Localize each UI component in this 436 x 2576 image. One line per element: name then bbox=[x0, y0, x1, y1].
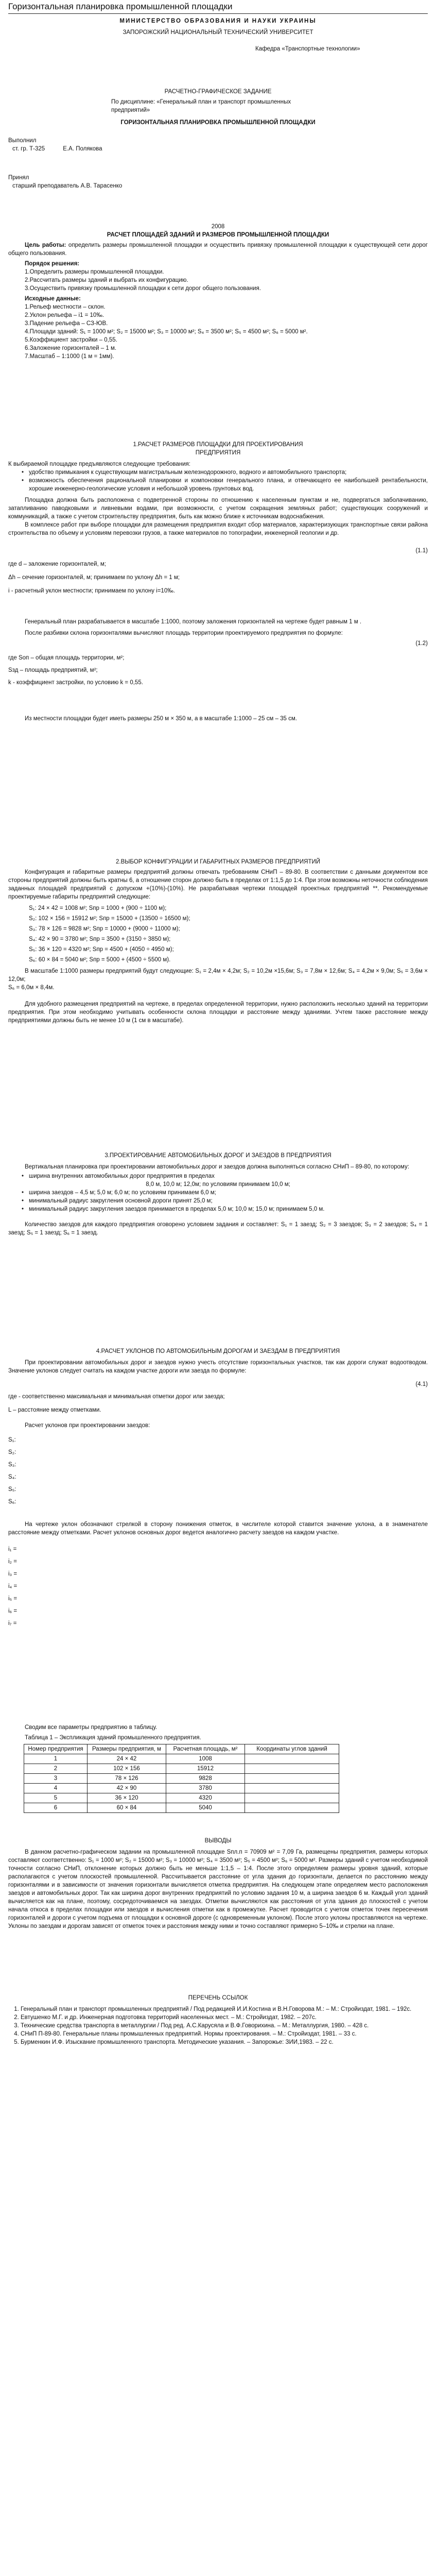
table-cell: 2 bbox=[24, 1764, 88, 1774]
where-h: где - соответственно максимальная и минимальная отметки дорог или заезда; bbox=[8, 1394, 225, 1400]
discipline-line-2: предприятий» bbox=[111, 107, 150, 113]
col-area: Расчетная площадь, м² bbox=[166, 1744, 245, 1754]
document-header bbox=[8, 1, 428, 53]
source-item: 2.Уклон рельефа – i1 = 10‰. bbox=[25, 312, 104, 318]
table-cell: 5040 bbox=[166, 1803, 245, 1813]
source-heading: Исходные данные: bbox=[25, 296, 81, 302]
entry-slope-item: S₃: bbox=[8, 1462, 16, 1468]
road-slope-item: i₁ = bbox=[8, 1546, 17, 1552]
s2-dimension-rows bbox=[8, 904, 428, 964]
rule-road-width-values: 8,0 м, 10,0 м; 12,0м; по условиям принимаем 10,0 м; bbox=[146, 1181, 290, 1188]
s1-requirements-list bbox=[8, 468, 428, 493]
department-line: Кафедра «Транспортные технологии» bbox=[255, 46, 360, 52]
s1-paragraph-4: Генеральный план разрабатывается в масштабе 1:1000, поэтому заложения горизонталей на чертеже будет равным 1 м . bbox=[25, 619, 362, 625]
s1-paragraph-2: Площадка должна быть расположена с подветренной стороны по отношению к населенным пунктам и не, подвергаться заболачиванию, затапливанию паводковыми и ливневыми водами, при возможности, с учетом сокращения земляных работ; существующих сооружений и коммуникаций, а также с учетом строительству предприятия, быть как можно ближе к источникам водоснабжения. bbox=[8, 497, 428, 520]
section-1 bbox=[8, 440, 428, 723]
entry-slope-item: S₁: bbox=[8, 1437, 16, 1443]
done-label: Выполнил bbox=[8, 138, 37, 144]
explication-table bbox=[24, 1744, 339, 1813]
table-row bbox=[24, 1784, 339, 1793]
table-cell: 5 bbox=[24, 1793, 88, 1803]
university-line: ЗАПОРОЖСКИЙ НАЦИОНАЛЬНЫЙ ТЕХНИЧЕСКИЙ УНИВЕРСИТЕТ bbox=[123, 29, 313, 36]
table-intro-1: Сводим все параметры предприятию в таблицу. bbox=[25, 1724, 158, 1731]
s4-entry-slope-list bbox=[8, 1436, 428, 1506]
table-body bbox=[24, 1754, 339, 1813]
table-cell: 6 bbox=[24, 1803, 88, 1813]
source-item: 4.Площади зданий: S₁ = 1000 м²; S₂ = 15000 м²; S₃ = 10000 м²; S₄ = 3500 м²; S₅ = 4500 м²; S₆ = 5000 м². bbox=[25, 329, 308, 335]
reference-item: 4. СНиП П-89-80. Генеральные планы промышленных предприятий. Нормы проектирования. – М.: Стройиздат, 1981. – 33 с. bbox=[21, 2030, 428, 2038]
ministry-line: МИНИСТЕРСТВО ОБРАЗОВАНИЯ И НАУКИ УКРАИНЫ bbox=[119, 18, 317, 24]
references-list bbox=[8, 2005, 428, 2046]
order-heading: Порядок решения: bbox=[25, 261, 80, 267]
order-item: 3.Осуществить привязку промышленной площадки к сети дорог общего пользования. bbox=[25, 285, 261, 292]
table-cell bbox=[245, 1754, 339, 1764]
table-cell: 1 bbox=[24, 1754, 88, 1764]
student-line: ст. гр. Т-325 Е.А. Полякова bbox=[12, 146, 102, 152]
table-cell bbox=[245, 1803, 339, 1813]
where-i: i - расчетный уклон местности; принимаем по уклону i=10‰. bbox=[8, 588, 175, 594]
entry-slope-item: S₅: bbox=[8, 1486, 16, 1493]
s3-rules-list bbox=[8, 1172, 428, 1180]
dimension-row: S₅: 36 × 120 = 4320 м²; Sпр = 4500 + (4050 ÷ 4950 м); bbox=[29, 946, 174, 953]
where-dh: Δh – сечение горизонталей, м; принимаем по уклону Δh = 1 м; bbox=[8, 574, 180, 581]
s1-heading-2: ПРЕДПРИЯТИЯ bbox=[195, 450, 241, 456]
dimension-row: S₁: 24 × 42 = 1008 м²; Sпр = 1000 + (900 ÷ 1100 м); bbox=[29, 905, 167, 911]
s1-paragraph-5: После разбивки склона горизонталями вычисляют площадь территории проектируемого предприятия по формуле: bbox=[25, 630, 343, 636]
rule-entry-width: • ширина заездов – 4,5 м; 5,0 м; 6,0 м; по условиям принимаем 6,0 м; bbox=[29, 1189, 428, 1197]
equation-1-2 bbox=[8, 639, 428, 648]
table-cell: 3780 bbox=[166, 1784, 245, 1793]
document-title: Горизонтальная планировка промышленной площадки bbox=[8, 2, 233, 11]
table-header-row bbox=[24, 1744, 339, 1754]
section-3 bbox=[8, 1151, 428, 1237]
reference-item: 3. Технические средства транспорта в металлургии / Под ред. А.С.Карусяла и В.Ф.Говорихина. – М.: Металлургия, 1980. – 428 с. bbox=[21, 2022, 428, 2030]
s4-paragraph-1: При проектировании автомобильных дорог и заездов нужно учесть отсутствие горизонтальных участков, так как дороги служат водоотводом. Значение уклонов следует считать на каждом участке дороги или заезда по формуле: bbox=[8, 1360, 428, 1374]
dimension-row: S₂: 102 × 156 = 15912 м²; Sпр = 15000 + (13500 ÷ 16500 м); bbox=[29, 916, 190, 922]
table-row bbox=[24, 1774, 339, 1784]
conclusions-heading: ВЫВОДЫ bbox=[204, 1838, 232, 1844]
equation-1-1 bbox=[8, 547, 428, 555]
col-size: Размеры предприятия, м bbox=[88, 1744, 166, 1754]
road-slope-item: i₃ = bbox=[8, 1571, 18, 1577]
rule-road-radius: • минимальный радиус закругления основной дороги принят 25,0 м; bbox=[29, 1197, 428, 1205]
s1-result: Из местности площадки будет иметь размеры 250 м × 350 м, а в масштабе 1:1000 – 25 см – 35 см. bbox=[25, 716, 297, 722]
road-slope-item: i₄ = bbox=[8, 1583, 18, 1589]
s2-paragraph-2: В масштабе 1:1000 размеры предприятий будут следующие: S₁ = 2,4м × 4,2м; S₂ = 10,2м ×15,6м; S₃ = 7,8м × 12,6м; S₄ = 4,2м × 9,0м; S₅ = 3,6м × 12,0м; bbox=[8, 968, 428, 982]
table-cell: 9828 bbox=[166, 1774, 245, 1784]
assignment-topic: ГОРИЗОНТАЛЬНАЯ ПЛАНИРОВКА ПРОМЫШЛЕННОЙ ПЛОЩАДКИ bbox=[120, 120, 316, 126]
road-slope-item: i₅ = bbox=[8, 1596, 18, 1602]
entry-slope-item: S₆: bbox=[8, 1499, 16, 1505]
goal-text: определить размеры промышленной площадки и осуществить привязку промышленной площадки к существующей сети дорог общего пользования. bbox=[8, 242, 428, 257]
discipline-line-1: По дисциплине: «Генеральный план и транспорт промышленных bbox=[111, 99, 291, 105]
table-cell bbox=[245, 1764, 339, 1774]
intro-block bbox=[8, 223, 428, 361]
teacher-line: старший преподаватель А.В. Тарасенко bbox=[12, 183, 123, 189]
table-cell: 15912 bbox=[166, 1764, 245, 1774]
table-row bbox=[24, 1754, 339, 1764]
dimension-row: S₃: 78 × 126 = 9828 м²; Sпр = 10000 + (9000 ÷ 11000 м); bbox=[29, 926, 180, 932]
table-cell bbox=[245, 1784, 339, 1793]
road-slope-item: i₂ = bbox=[8, 1558, 17, 1565]
references-block bbox=[8, 1994, 428, 2046]
road-slope-item: i₇ = bbox=[8, 1620, 17, 1626]
s4-road-slope-list bbox=[8, 1545, 428, 1628]
intro-heading: РАСЧЕТ ПЛОЩАДЕЙ ЗДАНИЙ И РАЗМЕРОВ ПРОМЫШЛЕННОЙ ПЛОЩАДКИ bbox=[107, 232, 329, 238]
goal-label: Цель работы: bbox=[25, 242, 66, 248]
table-cell bbox=[245, 1774, 339, 1784]
order-item: 1.Определить размеры промышленной площадки. bbox=[25, 269, 164, 275]
table-cell: 36 × 120 bbox=[88, 1793, 166, 1803]
table-row bbox=[24, 1793, 339, 1803]
equation-4-1 bbox=[8, 1380, 428, 1388]
where-szd: Sзд – площадь предприятий, м²; bbox=[8, 667, 98, 673]
conclusions-block bbox=[8, 1837, 428, 1930]
requirement-item: • удобство примыкания к существующим магистральным железнодорожного, водного и автомобильного транспорта; bbox=[29, 468, 428, 477]
section-2 bbox=[8, 858, 428, 1025]
s4-paragraph-3: На чертеже уклон обозначают стрелкой в сторону понижения отметок, в числителе которой ставится значение уклона, а в знаменателе расстояние между отметками. Расчет уклонов основных дорог ведется аналогично расчету заездов на каждом участке. bbox=[8, 1521, 428, 1536]
table-row bbox=[24, 1764, 339, 1774]
where-l: L – расстояние между отметками. bbox=[8, 1407, 101, 1413]
table-cell: 1008 bbox=[166, 1754, 245, 1764]
where-sop: где Sоп – общая площадь территории, м²; bbox=[8, 655, 125, 661]
source-item: 7.Масштаб – 1:1000 (1 м = 1мм). bbox=[25, 353, 114, 360]
table-cell: 4320 bbox=[166, 1793, 245, 1803]
dimension-row: S₆: 60 × 84 = 5040 м²; Sпр = 5000 + (4500 ÷ 5500 м). bbox=[29, 957, 171, 963]
road-slope-item: i₆ = bbox=[8, 1608, 18, 1614]
source-item: 3.Падение рельефа – СЗ-ЮВ. bbox=[25, 320, 108, 327]
s3-heading: 3.ПРОЕКТИРОВАНИЕ АВТОМОБИЛЬНЫХ ДОРОГ И ЗАЕЗДОВ В ПРЕДПРИЯТИЯ bbox=[104, 1153, 332, 1159]
table-cell: 78 × 126 bbox=[88, 1774, 166, 1784]
where-k: k - коэффициент застройки, по условию k = 0,55. bbox=[8, 680, 143, 686]
equation-1-1-number: (1.1) bbox=[415, 548, 428, 554]
reference-item: 5. Бурменкин И.Ф. Изыскание промышленного транспорта. Методические указания. – Запорожье: ЗИИ,1983. – 22 с. bbox=[21, 2038, 428, 2046]
table-cell: 3 bbox=[24, 1774, 88, 1784]
assignment-kind: РАСЧЕТНО-ГРАФИЧЕСКОЕ ЗАДАНИЕ bbox=[164, 89, 272, 95]
section-4 bbox=[8, 1347, 428, 1628]
col-coords: Координаты углов зданий bbox=[245, 1744, 339, 1754]
s3-rules-list-2 bbox=[8, 1189, 428, 1213]
equation-4-1-number: (4.1) bbox=[415, 1381, 428, 1387]
s3-paragraph-1: Вертикальная планировка при проектировании автомобильных дорог и заездов должна выполняться согласно СНиП – 89-80, по которому: bbox=[25, 1164, 409, 1170]
s3-paragraph-2: Количество заездов для каждого предприятия оговорено условием задания и составляет: S₁ = 1 заезд; S₂ = 3 заездов; S₃ = 2 заездов; S₄ = 1 заезд; S₅ = 1 заезд; S₆ = 1 заезд. bbox=[8, 1222, 428, 1236]
s4-paragraph-2: Расчет уклонов при проектировании заездов: bbox=[25, 1422, 150, 1429]
conclusions-paragraph: В данном расчетно-графическом задании на промышленной площадке Sпл.п = 70909 м² = 7,09 Га, размещены предприятия, размеры которых составляют соответственно: S₁ = 1000 м²; S₂ = 15000 м²; S₃ = 10000 м²; S₄ = 3500 м²; S₅ = 4500 м²; S₆ = 5000 м². Размеры зданий с учетом необходимой точности согласно СНиП, отклонение которых должно быть не меньше 1:1,5 – 1:4. После этого определяем размеры уровня зданий, которые располагаются с учетом плоскостей промышленной. Рассчитывается расстояние от угла здания до горизонтали, делается по расстоянию между горизонталями и в зависимости от значения горизонтали вычисляется отметка предприятия. На следующем этапе определяем место расположения заездов и автомобильных дорог. Так как ширина дорог внутренних предприятий по условию задания 10 м, а ширина заездов 6 м. Каждый угол зданий вычисляется как на плане, поэтому, сосредоточиваемся на заездах. Отметки вычисляются как расстояния от угла здания до плоскостей с учетом начала откоса в пределах площадки или заездов и вычисления отметки как в промежутке. Расчет проводится с учетом отметок точек пересечения горизонталей и дороги с учетом подъема от площадки к основной дороге (с одновременным уклоном). После этого уклоны проставляются на чертеже. Уклоны по заездам и дорогам зависят от отметок точек и расстояния между ними и точно составляют примерно 5–10‰ и стрелки на плане. bbox=[8, 1849, 428, 1929]
s2-heading: 2.ВЫБОР КОНФИГУРАЦИИ И ГАБАРИТНЫХ РАЗМЕРОВ ПРЕДПРИЯТИЙ bbox=[115, 859, 321, 865]
reference-item: 2. Евтушенко М.Г. и др. Инженерная подготовка территорий населенных мест. – М.: Стройиздат, 1982. – 207с. bbox=[21, 2013, 428, 2022]
table-cell: 4 bbox=[24, 1784, 88, 1793]
s1-paragraph-3: В комплексе работ при выборе площадки для размещения предприятия входит сбор материалов, характеризующих транспортные связи района строительства по объему и условиям перевозки грузов, а также материалов по топографии, инженерной геологии и др. bbox=[8, 522, 428, 536]
table-cell: 42 × 90 bbox=[88, 1784, 166, 1793]
year: 2008 bbox=[211, 224, 225, 230]
rule-road-width: • ширина внутренних автомобильных дорог предприятия в пределах bbox=[29, 1172, 428, 1180]
checked-label: Принял bbox=[8, 175, 29, 181]
col-number: Номер предприятия bbox=[24, 1744, 88, 1754]
source-item: 5.Коэффициент застройки – 0,55. bbox=[25, 337, 117, 343]
order-list bbox=[8, 268, 428, 293]
authors-block bbox=[8, 137, 428, 190]
requirement-item: • возможность обеспечения рациональной планировки и компоновки генерального плана, и отвечающего ее наибольшей рентабельности, хорошие инженерно-геологические условия и небольшой уровень грунтовых вод. bbox=[29, 477, 428, 493]
s1-heading-1: 1.РАСЧЕТ РАЗМЕРОВ ПЛОЩАДКИ ДЛЯ ПРОЕКТИРОВАНИЯ bbox=[133, 442, 303, 448]
source-item: 6.Заложение горизонталей – 1 м. bbox=[25, 345, 117, 351]
equation-1-2-number: (1.2) bbox=[415, 640, 428, 647]
source-item: 1.Рельеф местности – склон. bbox=[25, 304, 106, 310]
source-list bbox=[8, 303, 428, 361]
title-rule bbox=[8, 13, 428, 14]
goal-paragraph bbox=[8, 241, 428, 258]
table-caption: Таблица 1 – Экспликация зданий промышленного предприятия. bbox=[25, 1735, 201, 1741]
s4-heading: 4.РАСЧЕТ УКЛОНОВ ПО АВТОМОБИЛЬНЫМ ДОРОГАМ И ЗАЕЗДАМ В ПРЕДПРИЯТИЯ bbox=[96, 1348, 340, 1354]
table-cell bbox=[245, 1793, 339, 1803]
order-item: 2.Рассчитать размеры зданий и выбрать их конфигурацию. bbox=[25, 277, 188, 283]
table-row bbox=[24, 1803, 339, 1813]
s2-paragraph-2b: S₆ = 6,0м × 8,4м. bbox=[8, 985, 55, 991]
dimension-row: S₄: 42 × 90 = 3780 м²; Sпр = 3500 + (3150 ÷ 3850 м); bbox=[29, 936, 171, 942]
references-heading: ПЕРЕЧЕНЬ ССЫЛОК bbox=[188, 1995, 248, 2001]
s2-paragraph-1: Конфигурация и габаритные размеры предприятий должны отвечать требованиям СНиП – 89-80. В соответствии с данными документом все стороны предприятий должны быть кратны 6, а отношение сторон должно быть в пределах от 1:1,5 до 1:4. При этом возможны неточности соблюдения заданных площадей предприятий с допуском +(10%)-(10%). Не разрабатывая чертежи площадей проектных предприятий **. Рекомендуемые проектируемые габариты предприятий следующие: bbox=[8, 869, 428, 900]
s1-paragraph-1: К выбираемой площадке предъявляются следующие требования: bbox=[8, 461, 190, 467]
where-d: где d – заложение горизонталей, м; bbox=[8, 561, 106, 567]
table-cell: 24 × 42 bbox=[88, 1754, 166, 1764]
table-cell: 60 × 84 bbox=[88, 1803, 166, 1813]
rule-entry-radius: • минимальный радиус закругления заездов принимается в пределах 5,0 м; 10,0 м; 15,0 м; принимаем 5,0 м. bbox=[29, 1205, 428, 1213]
assignment-block bbox=[8, 88, 428, 127]
table-cell: 102 × 156 bbox=[88, 1764, 166, 1774]
table-block bbox=[8, 1723, 428, 1813]
reference-item: 1. Генеральный план и транспорт промышленных предприятий / Под редакцией И.И.Костина и В.Н.Говорова М.: – М.: Стройиздат, 1981. – 192с. bbox=[21, 2005, 428, 2013]
s2-paragraph-3: Для удобного размещения предприятий на чертеже, в пределах определенной территории, нужно расположить несколько зданий на территории предприятия. При этом необходимо учитывать особенности склона площадки и расстояние между зданиями. Учтем также расстояние между предприятиями должны быть не менее 10 м (1 см в масштабе). bbox=[8, 1001, 428, 1024]
entry-slope-item: S₄: bbox=[8, 1474, 16, 1480]
entry-slope-item: S₂: bbox=[8, 1449, 16, 1455]
